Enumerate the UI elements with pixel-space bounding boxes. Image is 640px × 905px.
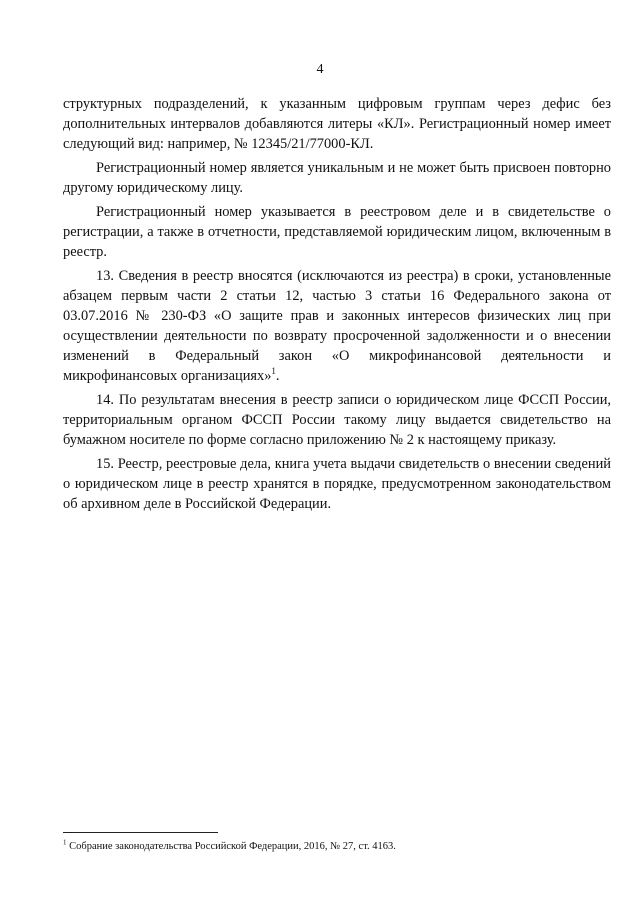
footnote: [63, 840, 611, 853]
footnote-marker: 1: [63, 838, 67, 847]
footnote-reference: 1: [271, 366, 276, 377]
paragraph-13: [63, 266, 611, 386]
paragraph-uniqueness: Регистрационный номер является уникальным и не может быть присвоен повторно другому юридическому лицу.: [63, 160, 611, 196]
footnote-separator: [63, 832, 218, 833]
document-body: [63, 94, 611, 514]
page-number: 4: [316, 62, 324, 77]
paragraph-15: 15. Реестр, реестровые дела, книга учета выдачи свидетельств о внесении сведений о юридическом лице в реестр хранятся в порядке, предусмотренном законодательством об архивном деле в Российской Федерации.: [63, 456, 611, 512]
footnote-text: Собрание законодательства Российской Федерации, 2016, № 27, ст. 4163.: [69, 841, 396, 852]
paragraph-14: 14. По результатам внесения в реестр записи о юридическом лице ФССП России, территориальным органом ФССП России такому лицу выдается свидетельство на бумажном носителе по форме согласно приложению № 2 к настоящему приказу.: [63, 392, 611, 448]
paragraph-continuation: структурных подразделений, к указанным цифровым группам через дефис без дополнительных интервалов добавляются литеры «КЛ». Регистрационный номер имеет следующий вид: например, № 12345/21/77000-КЛ.: [63, 96, 611, 152]
paragraph-number-usage: Регистрационный номер указывается в реестровом деле и в свидетельстве о регистрации, а также в отчетности, представляемой юридическим лицом, включенным в реестр.: [63, 204, 611, 260]
paragraph-13-text: 13. Сведения в реестр вносятся (исключаются из реестра) в сроки, установленные абзацем первым части 2 статьи 12, частью 3 статьи 16 Федерального закона от 03.07.2016 № 230-ФЗ «О защите прав и законных интересов физических лиц при осуществлении деятельности по возврату просроченной задолженности и о внесении изменений в Федеральный закон «О микрофинансовой деятельности и микрофинансовых организациях»: [63, 268, 611, 384]
paragraph-13-end: .: [275, 368, 280, 384]
